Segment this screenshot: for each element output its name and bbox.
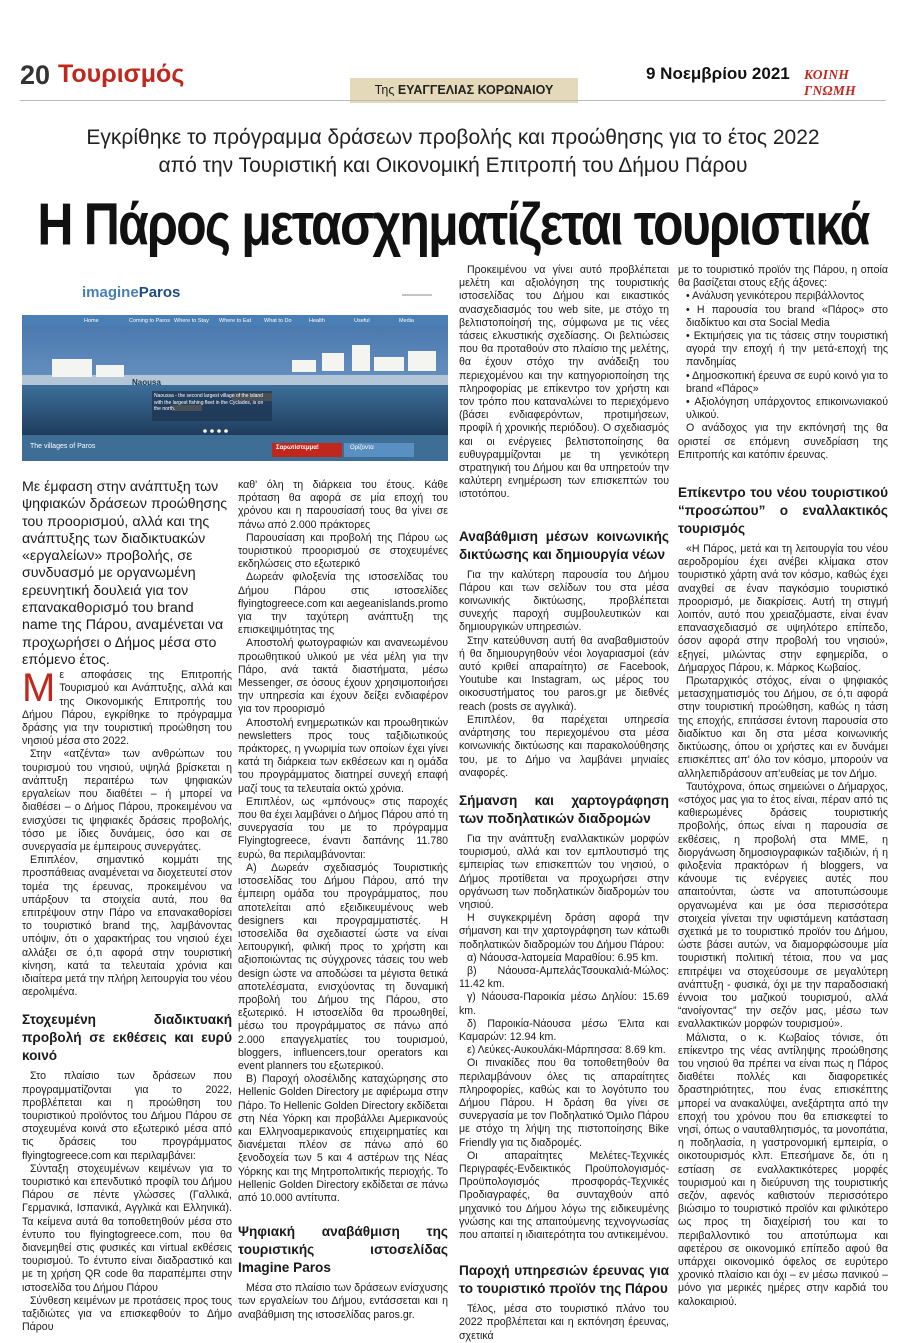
paragraph: Επιπλέον, θα παρέχεται υπηρεσία ανάρτησης του περιεχομένου στα μέσα κοινωνικής δικτύωσης και παρακολούθησης του, με το Δήμο να λαμβάνει μηνιαίες αναφορές. bbox=[459, 713, 669, 779]
lead-paragraph: Με έμφαση στην ανάπτυξη των ψηφιακών δράσεων προώθησης του προορισμού, αλλά και της ανάπτυξης των διαδικτυακών «εργαλείων» προβολής, σε συνδυασμό με οργανωμένη ερευνητική δουλειά για τον επανακαθορισμό του brand name της Πάρου, αναμένεται να προχωρήσει ο Δήμος μέσα στο επόμενο έτος. bbox=[22, 479, 228, 668]
site-nav-item[interactable]: Coming to Paros bbox=[129, 318, 170, 324]
column-3 bbox=[459, 264, 669, 1343]
byline-author: ΕΥΑΓΓΕΛΙΑΣ ΚΟΡΩΝΑΙΟΥ bbox=[397, 83, 554, 97]
paragraph: Ο ανάδοχος για την εκπόνησή της θα οριστεί σε επόμενη συνεδρίαση της Επιτροπής και κατόπιν έρευνας. bbox=[678, 422, 888, 461]
paragraph: Δωρεάν φιλοξενία της ιστοσελίδας του Δήμου Πάρου στις ιστοσελίδες flyingtogreece.com και aegeanislands.promo για την ταχύτερη ανάπτυξη της επισκεψιμότητας της bbox=[238, 571, 448, 637]
subheadline-line-2: από την Τουριστική και Οικονομική Επιτροπή του Δήμου Πάρου bbox=[158, 154, 748, 177]
issue-date: 9 Νοεμβρίου 2021 bbox=[646, 64, 790, 83]
paragraph: Στο πλαίσιο των δράσεων που προγραμματίζονται για το 2022, προβλέπεται και η προώθηση του τουριστικού προϊόντος του Δήμου Πάρου σε στοχευμένα κοινά στο εξωτερικό μέσα από τις δράσεις του προγράμματος flyingtogreece.com και περιλαμβάνει: bbox=[22, 1070, 232, 1162]
bullet-item: • Εκτιμήσεις για τις τάσεις στην τουριστική αγορά την εποχή ή την μετά-εποχή της πανδημίας bbox=[686, 330, 888, 369]
paragraph: Α) Δωρεάν σχεδιασμός Τουριστικής ιστοσελίδας του Δήμου Πάρου, από την έμπειρη ομάδα του προγράμματος, που αποτελείται από εξειδικευμένους web designers και προγραμματιστές. Η ιστοσελίδα θα σχεδιαστεί ώστε να είναι λειτουργική, φιλική προς το χρήστη και αξιοποιώντας τις σύγχρονες τάσεις του web design ώστε να αποδώσει τα μέγιστα θετικά αποτελέσματα, ενισχύοντας τη δυναμική προβολή του Δήμου της Πάρου, στο εξωτερικό. Η ιστοσελίδα θα προωθηθεί, μέσω του προγράμματος σε πάνω από 2.000 επαγγελματίες του τουρισμού, bloggers, influencers,tour operators και event planners του εξωτερικού. bbox=[238, 861, 448, 1072]
site-nav-item[interactable]: What to Do bbox=[264, 318, 292, 324]
paragraph: Η συγκεκριμένη δράση αφορά την σήμανση και την χαρτογράφηση των κάτωθι ποδηλατικών διαδρομών του Δήμου Πάρου: bbox=[459, 912, 669, 951]
site-logo bbox=[82, 284, 180, 301]
site-logo-paros: Paros bbox=[138, 284, 181, 301]
byline-prefix: Της bbox=[374, 83, 395, 97]
section-title: Τουρισμός bbox=[58, 60, 185, 88]
paragraph: Σύνταξη στοχευμένων κειμένων για το τουριστικό και επενδυτικό προφίλ του Δήμου Πάρου σε πέντε γλώσσες (Γαλλικά, Γερμανικά, Ισπανικά, Αγγλικά και Ελληνικά). Τα κείμενα αυτά θα τοποθετηθούν μέσα στο έντυπο του flyingtogreece.com, που θα διανεμηθεί στις φυσικές και virtual εκθέσεις τουρισμού. Το έντυπο είναι διαδραστικό και με τη χρήση QR code θα παραπέμπει στην ιστοσελίδα του Δήμου Πάρου bbox=[22, 1162, 232, 1294]
route-item: β) Νάουσα-ΑμπελάςΤσουκαλιά-Μώλος: 11.42 km. bbox=[459, 964, 669, 991]
drop-cap: Μ bbox=[22, 666, 56, 711]
site-nav-item[interactable]: Where to Stay bbox=[174, 318, 209, 324]
paragraph: Μέσα στο πλαίσιο των δράσεων ενίσχυσης των εργαλείων του Δήμου, εντάσσεται και η αναβάθμιση της ιστοσελίδας paros.gr. bbox=[238, 1282, 448, 1321]
paragraph: Επιπλέον, σημαντικό κομμάτι της προσπάθειας αναμένεται να διοχετευτεί στον τομέα της έρευνας, προκειμένου να υπάρξουν τα στοιχεία αυτά, που θα επιτρέψουν στην Πάρο να επανακαθορίσει το τουριστικό brand της, λαμβάνοντας υπόψιν, ότι ο χαρακτήρας του νησιού έχει αλλάξει σε ό,τι αφορά στην τουριστική κίνηση, κατά τα τελευταία χρόνια και ιδιαίτερα μετά την πλήρη λειτουργία του νέου αερολιμένα. bbox=[22, 854, 232, 999]
paragraph: Β) Παροχή ολοσέλιδης καταχώρησης στο Hellenic Golden Directory με αφιέρωμα στην Πάρο. Το Hellenic Golden Directory εκδίδεται στη Νέα Υόρκη και προβάλλει Αμερικανούς και Ελληνοαμερικανούς επιχειρηματίες και διανέμεται πλέον σε πάνω από 60 ξενοδοχεία των 5 και 4 αστέρων της Νέας Υόρκης και της Μητροπολιτικής περιοχής. Το Hellenic Golden Directory εκδίδεται σε πάνω από 10.000 αντίτυπα. bbox=[238, 1073, 448, 1204]
article-photo bbox=[22, 265, 448, 461]
slide-caption-title: Naousa bbox=[132, 378, 161, 387]
paragraph: Οι απαραίτητες Μελέτες-Τεχνικές Περιγραφές-Ενδεικτικός Προϋπολογισμός- Προϋπολογισμός προσφοράς-Τεχνικές Προδιαγραφές, θα συνταχθούν από μηχανικό του Δήμου λόγω της ειδικευμένης γνώσης και της απαιτούμενης τεχνογνωσίας που απαιτεί η ιδιαιτερότητα του αντικειμένου. bbox=[459, 1149, 669, 1241]
paragraph: Πρωταρχικός στόχος, είναι ο ψηφιακός μετασχηματισμός του Δήμου, σε ό,τι αφορά στην τουριστική προώθηση, καθώς η τάση της εποχής, επιτάσσει έντονη παρουσία στο διαδίκτυο και δη στα μέσα κοινωνικής δικτύωσης, όπου οι χρήστες και εν δυνάμει επισκέπτες απ' όλο τον κόσμο, μπορούν να αλληλεπιδράσουν απ'ευθείας με τον Δήμο. bbox=[678, 675, 888, 780]
page-header bbox=[18, 58, 886, 104]
paragraph: Αποστολή φωτογραφιών και ανανεωμένου προωθητικού υλικού με νέα μέλη για την Πάρο, ανά τακτά διαστήματα, μέσω Messenger, σε όσους έχουν χρησιμοποιήσει την υπηρεσία και έχουν δείξει ενδιαφέρον για τον προορισμό bbox=[238, 637, 448, 716]
column-4 bbox=[678, 264, 888, 1309]
paragraph: Για την ανάπτυξη εναλλακτικών μορφών τουρισμού, αλλά και τον εμπλουτισμό της εμπειρίας των επισκεπτών του νησιού, ο Δήμος προτίθεται να προχωρήσει στην οργάνωση των ποδηλατικών διαδρομών του νησιού. bbox=[459, 832, 669, 911]
promo-label: Σαρωτίστεμμα! bbox=[276, 445, 319, 451]
subheadline-line-1: Εγκρίθηκε το πρόγραμμα δράσεων προβολής και προώθησης για το έτος 2022 bbox=[86, 126, 820, 149]
route-item: α) Νάουσα-λατομεία Μαραθίου: 6.95 km. bbox=[467, 951, 659, 964]
paragraph: Στην «ατζέντα» των ανθρώπων του τουρισμού του νησιού, υψηλά βρίσκεται η ανάπτυξη περαιτέρω των ψηφιακών εργαλείων που διαθέτει – ή μπορεί να διαθέσει – ο Δήμος Πάρου, προκειμένου να ενισχύσει τις ψηφιακές δράσεις προβολής, τόσο με ίδιες δυνάμεις, όσο και σε συνεργασία με έμπειρους συνεργάτες. bbox=[22, 748, 232, 853]
paragraph: Επιπλέον, ως «μπόνους» στις παροχές που θα έχει λαμβάνει ο Δήμος Πάρου από τη συνεργασία του με το πρόγραμμα Flyingtogreece, έναντι δαπάνης 11.780 ευρώ, θα περιλαμβάνονται: bbox=[238, 795, 448, 861]
section-heading: Αναβάθμιση μέσων κοινωνικής δικτύωσης και δημιουργία νέων bbox=[459, 528, 669, 562]
paragraph: με το τουριστικό προϊόν της Πάρου, η οποία θα βασίζεται στους εξής άξονες: bbox=[678, 264, 888, 290]
paragraph: Οι πινακίδες που θα τοποθετηθούν θα περιλαμβάνουν όλες τις απαραίτητες πληροφορίες, καθώς και το λογότυπο του Δήμου Πάρου. Η δράση θα γίνει σε συνεργασία με τον Ποδηλατικό Όμιλο Πάρου με στόχο τη λήψη της πιστοποίησης Bike Friendly για τις διαδρομές. bbox=[459, 1057, 669, 1149]
page-number: 20 bbox=[20, 60, 51, 90]
site-nav bbox=[84, 316, 444, 327]
section-heading: Σήμανση και χαρτογράφηση των ποδηλατικών διαδρομών bbox=[459, 792, 669, 826]
header-rule bbox=[20, 100, 886, 101]
paragraph bbox=[22, 666, 232, 748]
paragraph: Στην κατεύθυνση αυτή θα αναβαθμιστούν ή θα δημιουργηθούν νέοι λογαριασμοί (εάν αυτό κριθεί απαραίτητο) σε Facebook, Youtube και Instagram, ως μέρος του οικοσυστήματος του paros.gr με διεθνές reach (posts σε αγγλικά). bbox=[459, 634, 669, 713]
bullet-item: • Αξιολόγηση υπάρχοντος επικοινωνιακού υλικού. bbox=[686, 396, 888, 422]
paragraph: Τέλος, μέσα στο τουριστικό πλάνο του 2022 προβλέπεται και η εκπόνηση έρευνας, σχετικά bbox=[459, 1303, 669, 1342]
section-heading: Ψηφιακή αναβάθμιση της τουριστικής ιστοσελίδας Imagine Paros bbox=[238, 1224, 448, 1276]
paragraph: Ταυτόχρονα, όπως σημειώνει ο Δήμαρχος, «στόχος μας για το έτος είναι, πέραν από τις καθιερωμένες δράσεις τουριστικής προβολής, όπως είναι η παρουσία σε εκθέσεις, η προβολή στα ΜΜΕ, η διοργάνωση δημοσιογραφικών ταξιδιών, ή η φιλοξενία πρακτόρων ή bloggers, να κάνουμε τις ενέργειες αυτές που απαιτούνται, ώστε να αποτυπώσουμε οργανωμένα και με όσα περισσότερα στοιχεία γίνεται την υφιστάμενη κατάσταση σχετικά με το τουριστικό προϊόν του Δήμου, ώστε βάσει αυτών, να διαμορφώσουμε μία τουριστική πολιτική τέτοια, που να μας επιτρέψει να στοχεύσουμε σε μεγαλύτερη ανάπτυξη - φυσικά, όχι με την παραδοσιακή έννοια του μαζικού τουρισμού, αλλά “ανοίγοντας” την σεζόν μας, μέσω των εναλλακτικών μορφών τουρισμού». bbox=[678, 780, 888, 1031]
site-nav-item[interactable]: Health bbox=[309, 318, 325, 324]
paragraph-text: ε αποφάσεις της Επιτροπής Τουρισμού και Ανάπτυξης, αλλά και της Οικονομικής Επιτροπής του Δήμου Πάρου, εγκρίθηκε το πρόγραμμα δράσης για την τουριστική προώθηση του νησιού μέσα στο 2022. bbox=[22, 669, 232, 748]
paragraph: Σύνθεση κειμένων με προτάσεις προς τους ταξιδιώτες για να επισκεφθούν το Δήμο Πάρου bbox=[22, 1294, 232, 1334]
weather-label: Ορίζοντα bbox=[350, 445, 374, 451]
section-heading: Επίκεντρο του νέου τουριστικού “προσώπου” ο εναλλακτικός τουρισμός bbox=[678, 485, 888, 537]
slide-caption-text: Naoussa - the second largest village of the island with the largest fishing fleet in the Cyclades, is on the north. bbox=[154, 393, 264, 412]
bullet-item: • Η παρουσία του brand «Πάρος» στο διαδίκτυο και στα Social Media bbox=[686, 303, 888, 329]
route-item: γ) Νάουσα-Παροικία μέσω Δηλίου: 15.69 km. bbox=[459, 991, 669, 1017]
newspaper-brand: ΚΟΙΝΗ ΓΝΩΜΗ bbox=[804, 67, 856, 98]
bullet-item: • Δημοσκοπική έρευνα σε ευρύ κοινό για το brand «Πάρος» bbox=[686, 369, 888, 395]
route-item: δ) Παροικία-Νάουσα μέσω Έλιτα και Καμαρών: 12.94 km. bbox=[459, 1017, 669, 1043]
site-nav-item[interactable]: Media bbox=[399, 318, 414, 324]
section-heading: Στοχευμένη διαδικτυακή προβολή σε εκθέσεις και ευρύ κοινό bbox=[22, 1012, 232, 1064]
site-logo-imagine: imagine bbox=[82, 284, 139, 301]
column-1 bbox=[22, 479, 232, 1334]
site-nav-item[interactable]: Useful bbox=[354, 318, 370, 324]
paragraph: Παρουσίαση και προβολή της Πάρου ως τουριστικού προορισμού σε στοχευμένες εκδηλώσεις στο εξωτερικό bbox=[238, 531, 448, 571]
route-item: ε) Λεύκες-Αυκουλάκι-Μάρπησσα: 8.69 km. bbox=[467, 1044, 666, 1057]
paragraph: καθ' όλη τη διάρκεια του έτους. Κάθε πρόταση θα αφορά σε μία εποχή του χρόνου και η παρουσίασή τους θα γίνει σε πάνω από 2.000 πράκτορες bbox=[238, 479, 448, 531]
subheadline bbox=[20, 124, 886, 180]
paragraph: Μάλιστα, ο κ. Κωβαίος τόνισε, ότι επίκεντρο της νέας αντίληψης προώθησης του νησιού θα πρέπει να είναι πως η Πάρος διαθέτει πολλές και διαφορετικές δραστηριότητες, που ένας επισκέπτης μπορεί να ανακαλύψει, ανεξάρτητα από την εποχή του χρόνου που θα επισκεφτεί το νησί, όπως ο ναυταθλητισμός, τα μονοπάτια, η ποδηλασία, η γαστρονομική εμπειρία, ο οικοτουρισμός κλπ. Επεσήμανε δε, ότι η εστίαση σε εναλλακτικότερες μορφές τουρισμού και η διεύρυνση της τουριστικής σεζόν, αφενός καθιστούν περισσότερο βιώσιμο το τουριστικό προϊόν και φιλικότερο ως προς τη διαχείρισή του και το περιβαλλοντικό του αποτύπωμα και αφετέρου σε οικονομικό επίπεδο αφού θα υπάρχει οικονομικό όφελος σε ευρύτερο χρονικό πλαίσιο και όχι – εν μέσω πανικού – μόνο για μερικές ημέρες στην καρδιά του καλοκαιριού. bbox=[678, 1031, 888, 1308]
paragraph: Αποστολή ενημερωτικών και προωθητικών newsletters προς τους ταξιδιωτικούς πράκτορες, η γνωριμία των οποίων έχει γίνει κατά τη διάρκεια των εκθέσεων και η ομάδα του προγράμματος διατηρεί συνεχή επαφή μαζί τους τα τελευταία οκτώ χρόνια. bbox=[238, 716, 448, 795]
bullet-item: • Ανάλυση γενικότερου περιβάλλοντος bbox=[686, 290, 864, 303]
site-nav-item[interactable]: Where to Eat bbox=[219, 318, 252, 324]
section-heading: Παροχή υπηρεσιών έρευνας για το τουριστικό προϊόν της Πάρου bbox=[459, 1263, 669, 1297]
paragraph: Προκειμένου να γίνει αυτό προβλέπεται μελέτη και αξιολόγηση της τουριστικής ιστοσελίδας του Δήμου και εικαστικός ανασχεδιασμός του web site, με στόχο τη βελτιστοποίησή της, σύμφωνα με τις νέες τάσεις ελκυστικής σχεδίασης. Οι βελτιώσεις που θα προταθούν στο πλαίσιο της μελέτης, θα έχουν στόχο την ανάδειξη του περιεχομένου και την κατηγοριοποίηση της πληροφορίας με επίκεντρο τον χρήστη και τον τρόπο που καταναλώνει το περιεχόμενο (βάσει ενδιαφερόντων, προτιμήσεων, προφίλ ή χρονικής περιόδου). Ο σχεδιασμός και οι ενέργειες βελτιστοποίησης θα ευθυγραμμίζονται με τη γενικότερη στρατηγική του Δήμου και θα υπηρετούν την καλύτερη ενημέρωση των επισκεπτών του ιστοτόπου. bbox=[459, 264, 669, 501]
paragraph: «Η Πάρος, μετά και τη λειτουργία του νέου αεροδρομίου έχει ανέβει κλίμακα στον τουριστικό χάρτη ανά τον κόσμο, καθώς έχει αναχθεί σε έναν παγκόσμιο τουριστικό προορισμό, με διακρίσεις. Αυτή τη στιγμή λοιπόν, αυτό που χρειαζόμαστε, είναι έναν επανασχεδιασμό σε υψηλότερο επίπεδο, όσον αφορά στην προβολή του νησιού», εξηγεί, μιλώντας στην εφημερίδα, ο Δήμαρχος Πάρου, κ. Μάρκος Κωβαίος. bbox=[678, 543, 888, 674]
villages-label: The villages of Paros bbox=[30, 443, 96, 450]
headline: Η Πάρος μετασχηματίζεται τουριστικά bbox=[37, 191, 869, 258]
site-nav-item[interactable]: Home bbox=[84, 318, 99, 324]
column-2 bbox=[238, 479, 448, 1322]
paragraph: Για την καλύτερη παρουσία του Δήμου Πάρου και των σελίδων του στα μέσα κοινωνικής δικτύωσης, προβλέπεται συνεχής παροχή συμβουλευτικών και δημιουργικών υπηρεσιών. bbox=[459, 568, 669, 634]
